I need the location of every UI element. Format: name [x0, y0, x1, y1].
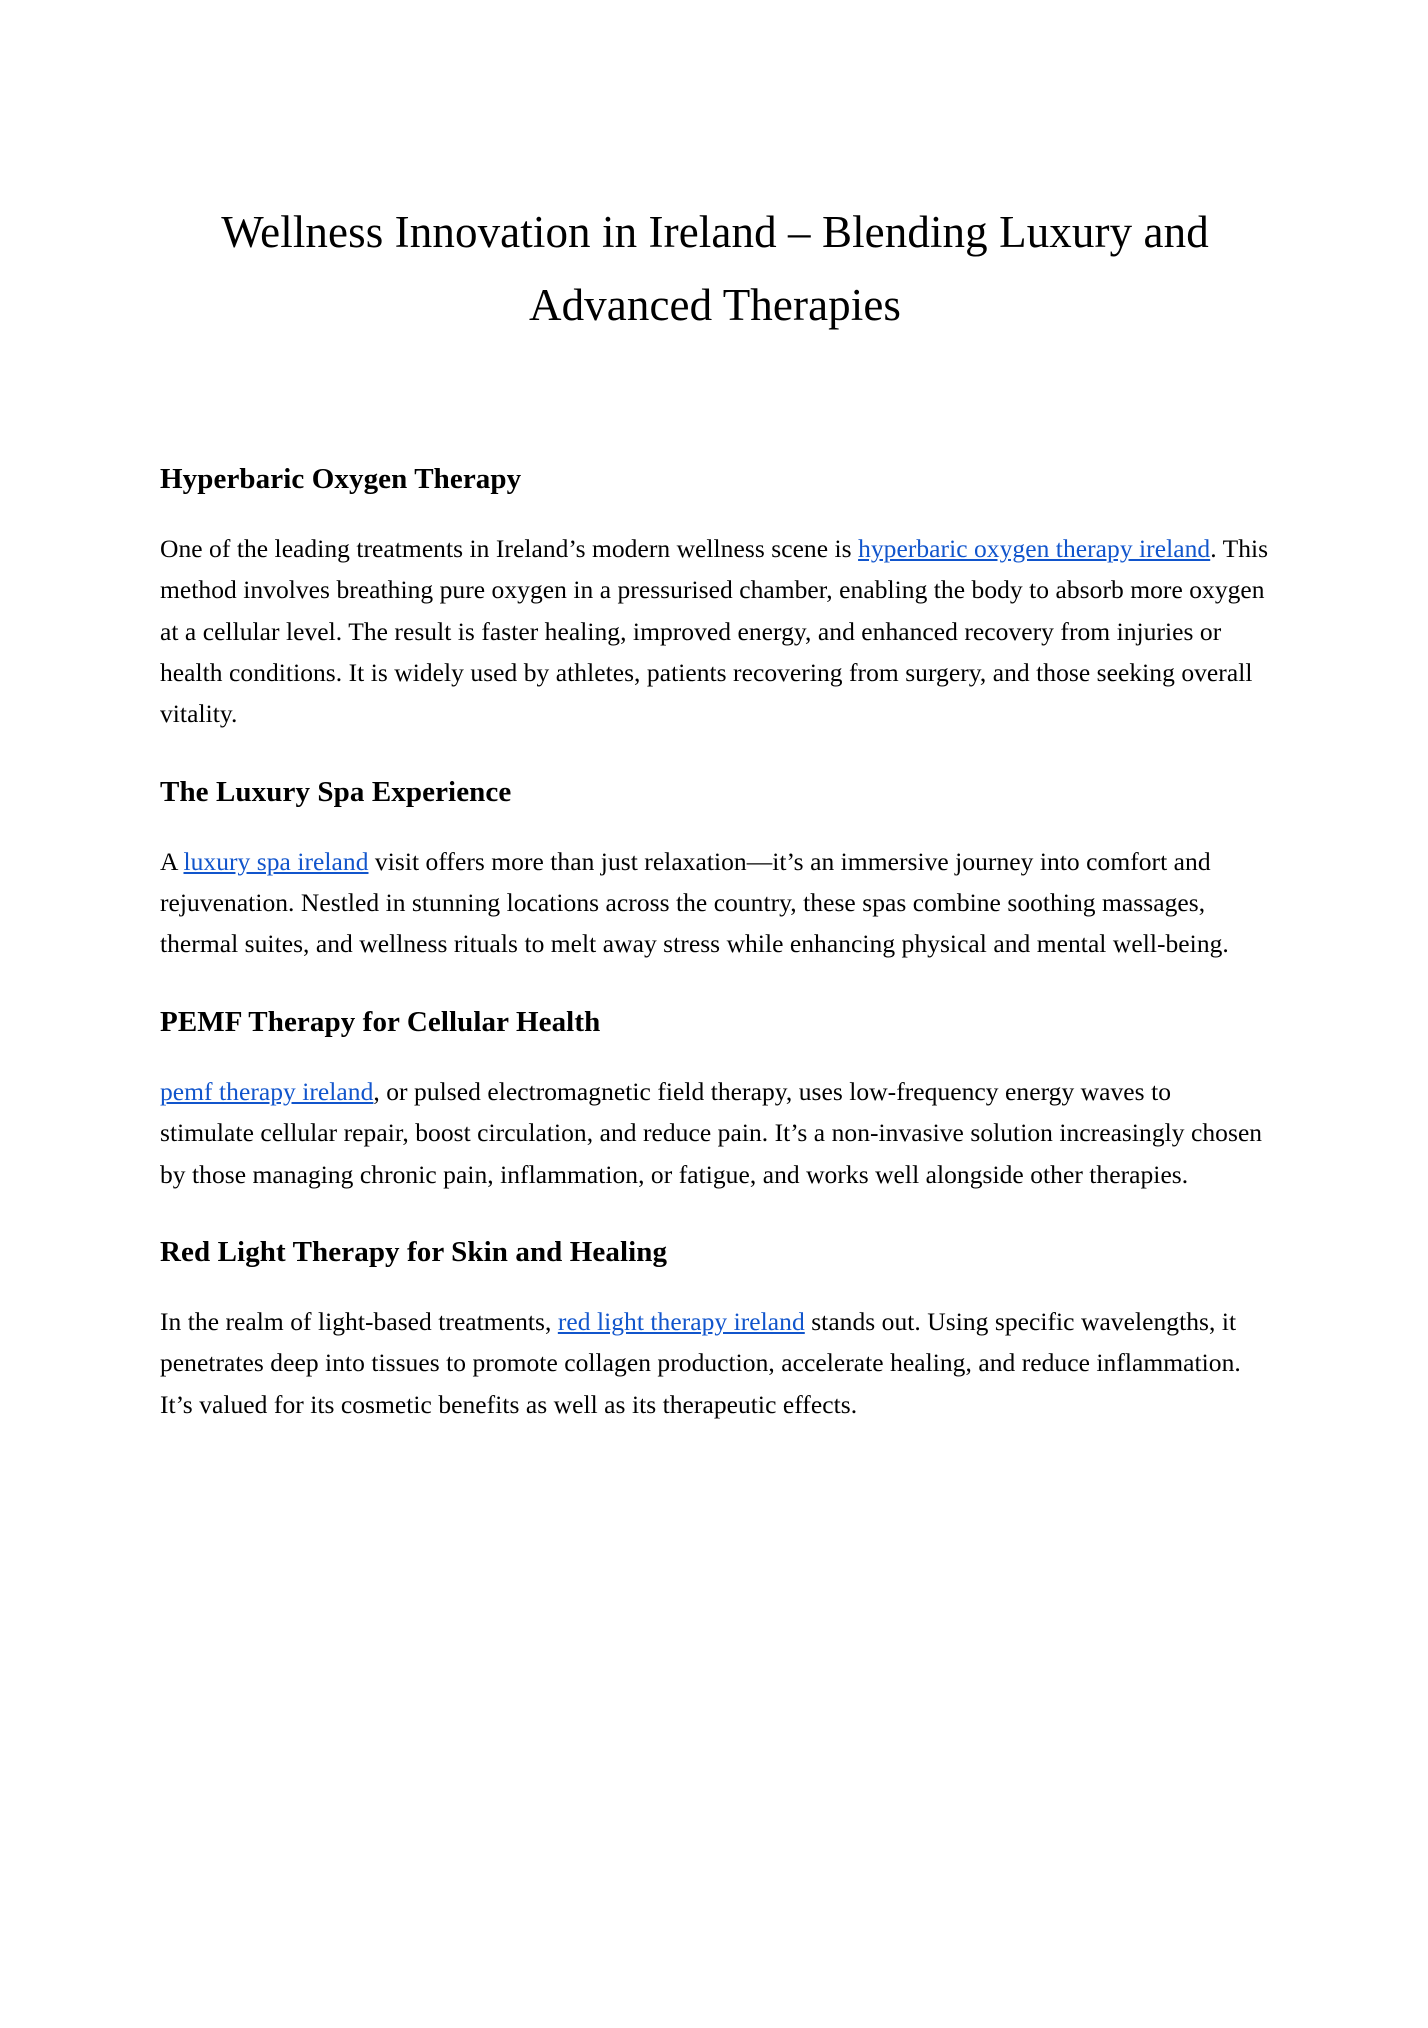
section-paragraph	[160, 1071, 1270, 1195]
section-luxury-spa-experience	[160, 773, 1270, 965]
title-spacer	[160, 342, 1270, 460]
paragraph-text-before: In the realm of light-based treatments,	[160, 1307, 558, 1337]
paragraph-text-after: , or pulsed electromagnetic field therapy, uses low-frequency energy waves to stimulate cellular repair, boost circulation, and reduce pain. It’s a non-invasive solution increasingly chosen by those managing chronic pain, inflammation, or fatigue, and works well alongside other therapies.	[160, 1076, 1263, 1189]
section-paragraph	[160, 841, 1270, 965]
heading-paragraph-gap	[160, 498, 1270, 528]
section-gap	[160, 735, 1270, 773]
paragraph-text-before: A	[160, 846, 184, 876]
inline-link-red-light-therapy-ireland[interactable]: red light therapy ireland	[557, 1307, 805, 1337]
section-paragraph	[160, 528, 1270, 734]
page-title: Wellness Innovation in Ireland – Blending Luxury and Advanced Therapies	[221, 207, 1209, 330]
document-body	[160, 0, 1270, 1425]
section-heading: Red Light Therapy for Skin and Healing	[160, 1235, 668, 1268]
section-heading: The Luxury Spa Experience	[160, 775, 512, 808]
section-hyperbaric-oxygen-therapy	[160, 460, 1270, 735]
heading-paragraph-gap	[160, 1271, 1270, 1301]
section-paragraph	[160, 1301, 1270, 1425]
heading-paragraph-gap	[160, 1041, 1270, 1071]
section-gap	[160, 1195, 1270, 1233]
paragraph-text-before: One of the leading treatments in Ireland’s modern wellness scene is	[160, 534, 859, 564]
section-pemf-therapy-cellular-health	[160, 1003, 1270, 1195]
inline-link-luxury-spa-ireland[interactable]: luxury spa ireland	[183, 846, 369, 876]
paragraph-text-after: visit offers more than just relaxation—it’s an immersive journey into comfort and rejuvenation. Nestled in stunning locations across the country, these spas combine soothing massages, thermal suites, and wellness rituals to melt away stress while enhancing physical and mental well-being.	[160, 846, 1229, 959]
section-gap	[160, 965, 1270, 1003]
inline-link-pemf-therapy-ireland[interactable]: pemf therapy ireland	[160, 1076, 374, 1106]
heading-paragraph-gap	[160, 811, 1270, 841]
paragraph-text-after: . This method involves breathing pure oxygen in a pressurised chamber, enabling the body to absorb more oxygen at a cellular level. The result is faster healing, improved energy, and enhanced recovery from injuries or health conditions. It is widely used by athletes, patients recovering from surgery, and those seeking overall vitality.	[160, 534, 1269, 729]
section-heading: PEMF Therapy for Cellular Health	[160, 1005, 601, 1038]
section-heading: Hyperbaric Oxygen Therapy	[160, 462, 522, 495]
section-red-light-therapy-skin-healing	[160, 1233, 1270, 1425]
paragraph-text-after: stands out. Using specific wavelengths, it penetrates deep into tissues to promote collagen production, accelerate healing, and reduce inflammation. It’s valued for its cosmetic benefits as well as its therapeutic effects.	[160, 1307, 1241, 1419]
inline-link-hyperbaric-oxygen-therapy-ireland[interactable]: hyperbaric oxygen therapy ireland	[858, 534, 1211, 564]
